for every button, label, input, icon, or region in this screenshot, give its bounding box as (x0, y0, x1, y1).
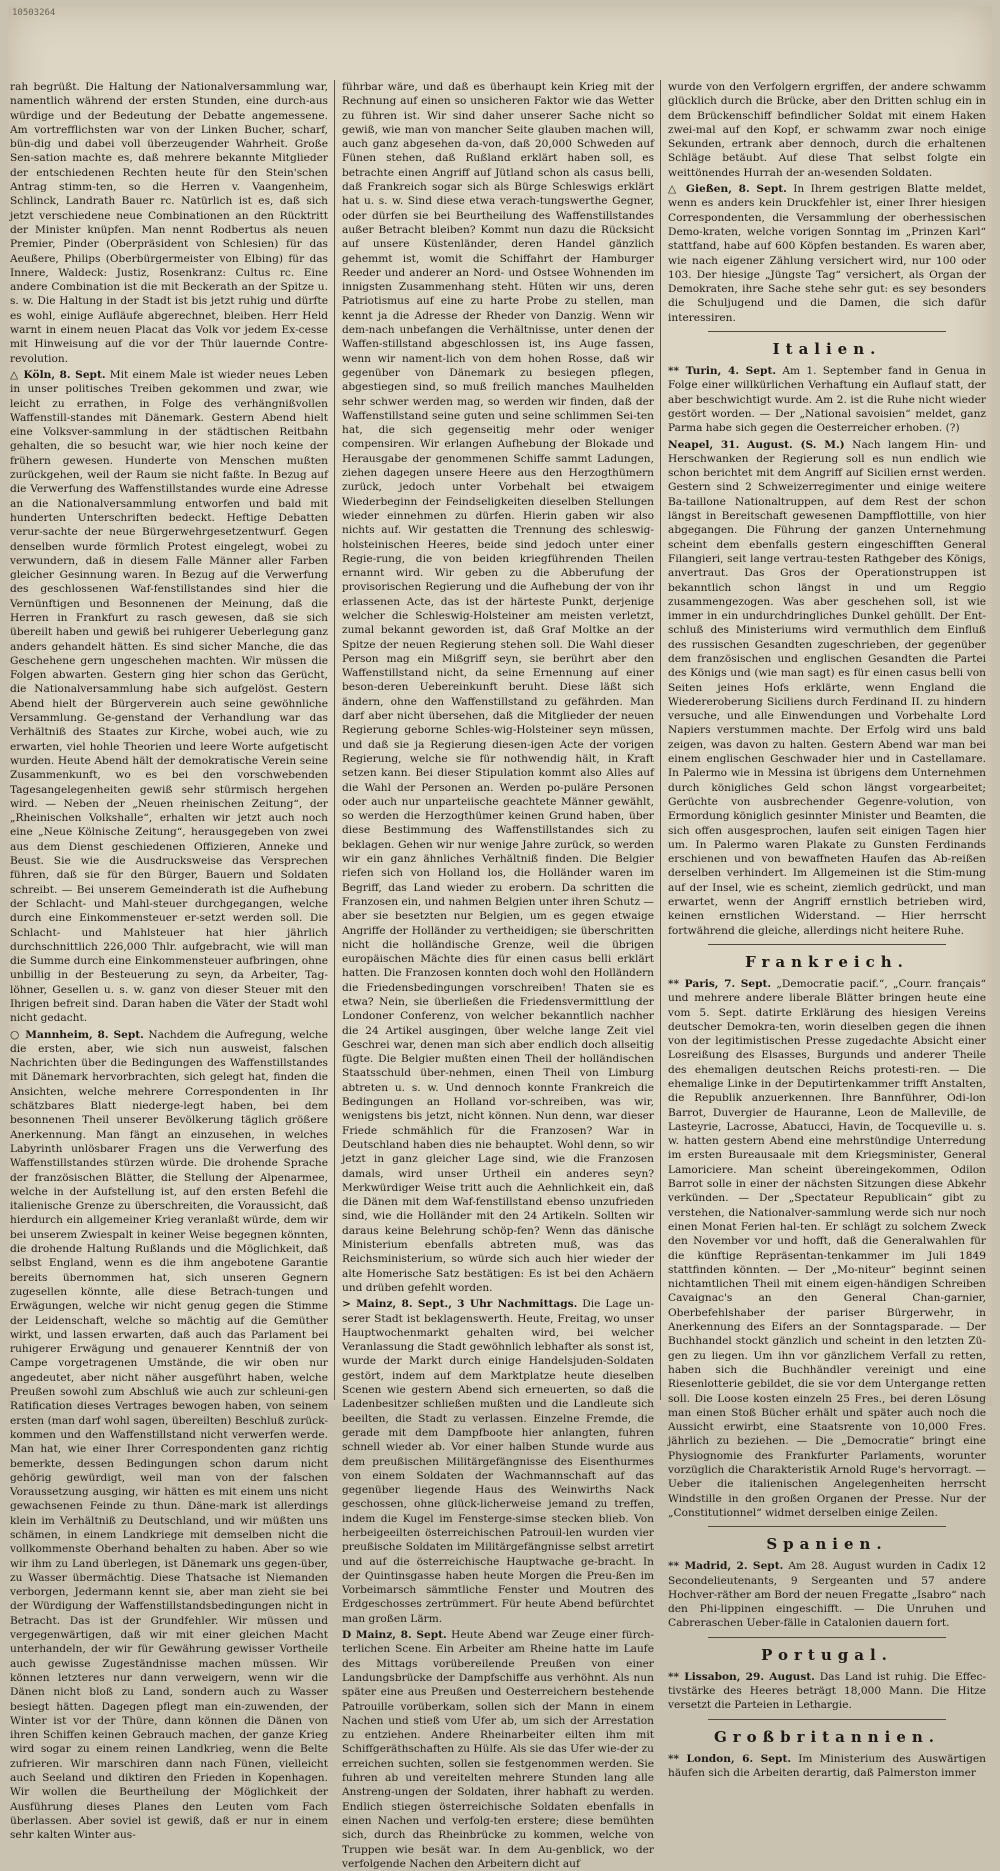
column-3 (668, 80, 986, 1779)
dateline: △ Köln, 8. Sept. (10, 368, 106, 381)
article-text: In Ihrem gestrigen Blatte meldet, wenn es anders kein Druckfehler ist, einer Ihrer hiesigen Correspondenten, die Versammlung der oberhessischen Demo-kraten, welche vorigen Sonntag im „Prinzen Karl“ stattfand, habe auf 600 Köpfen bestanden. Es waren aber, wie nach eigener Zählung versichert wird, nur 100 oder 103. Der hiesige „Jüngste Tag“ versichert, als Organ der Demokraten, ihre Sache stehe sehr gut: es sey besonders die Schuljugend und die Damen, die sich dafür interessiren. (668, 183, 986, 324)
article-paragraph (668, 438, 986, 938)
article-paragraph (668, 1559, 986, 1630)
section-heading: Italien. (772, 340, 882, 359)
dateline: > Mainz, 8. Sept., 3 Uhr Nachmittags. (342, 1298, 578, 1311)
column-rule (334, 80, 335, 1400)
dateline: ** Paris, 7. Sept. (668, 977, 772, 990)
article-text: Nachdem die Aufregung, welche die ersten, aber, wie sich nun ausweist, falschen Nachrichten über die Bedingungen des Waffenstillstandes mit Dänemark hervorbrachten, sich gelegt hat, finden die Ansichten, welche mehrere Correspondenten in Ihr schätzbares Blatt niederge-legt haben, bei dem besonnenen Theil unserer Bevölkerung täglich größere Anerkennung. Man fängt an einzusehen, in welches Labyrinth unlösbarer Fragen uns die Verwerfung des Waffenstillstandes stürzen würde. Die drohende Sprache der französischen Blätter, die Stellung der Alpenarmee, welche in der Aufstellung ist, auf den ersten Befehl die italienische Grenze zu überschreiten, die Voraussicht, daß hierdurch ein allgemeiner Krieg veranlaßt würde, dem wir bei unserem Zwiespalt in keiner Weise begegnen könnten, die drohende Haltung Rußlands und die Möglichkeit, daß selbst England, wenn es die ihm angebotene Garantie bereits übernommen hat, sich unseren Gegnern zugesellen könnte, alle diese Betrach-tungen und Erwägungen, welche wir nicht genug gegen die Stimme der Leidenschaft, welche so mächtig auf die Gemüther wirkt, und lassen erwarten, daß auch das Parlament bei ruhigerer Erwägung und genauerer Kenntniß der von Campe vorgetragenen Umstände, die wir oben nur angedeutet, aber nicht näher ausgeführt haben, welche Preußen sowohl zum Abschluß wie auch zur schleuni-gen Ratification dieses Vertrages bewogen haben, von seinem ersten (man darf wohl sagen, übereilten) Beschluß zurück-kommen und den Waffenstillstand nicht verwerfen werde. Man hat, wie einer Ihrer Correspondenten ganz richtig bemerkte, dessen Bedingungen schon darum nicht gehörig gewürdigt, weil man von der falschen Voraussetzung ausging, wir hätten es mit einem uns nicht gewachsenen Feinde zu thun. Däne-mark ist allerdings klein im Verhältniß zu Deutschland, und wir müßten uns schämen, in einem Landkriege mit demselben nicht die vollkommenste Oberhand behalten zu haben. Aber so wie wir ihm zu Land überlegen, ist Dänemark uns gegen-über, zu Wasser übermächtig. Diese Thatsache ist Niemanden verborgen, Jedermann kennt sie, aber man zieht sie bei der Würdigung der Waffenstillstandsbedingungen nicht in Betracht. Das ist der Grundfehler. Wir müssen und vergegenwärtigen, daß wir mit einer gleichen Macht unterhandeln, der wir für Gewährung gewisser Vortheile auch gewisse Zugeständnisse machen müssen. Wir können letzteres nur dann verweigern, wenn wir die Dänen nicht bloß zu Land, sondern auch zu Wasser besiegt hätten. Dagegen pflegt man ein-zuwenden, der Winter ist vor der Thüre, dann können die Dänen von ihren Schiffen keinen Gebrauch machen, der ganze Krieg wird sogar zu einem reinen Landkrieg, wenn die Belte zufrieren. Wir marschiren dann nach Fünen, vielleicht auch Seeland und diktiren den Frieden in Kopenhagen. Wir wollen die Beurtheilung der Möglichkeit der Ausführung dieses Planes den Leuten vom Fach überlassen. Aber soviel ist gewiß, daß er nur in einem sehr kalten Winter aus- (10, 1028, 328, 1842)
article-text: Die Lage un-serer Stadt ist beklagenswerth. Heute, Freitag, wo unser Hauptwochenmarkt gehalten wird, bei welcher Veranlassung die Stadt gewöhnlich lebhafter als sonst ist, wurde der Markt durch einige Handelsjuden-Soldaten gestört, indem auf dem Marktplatze heute dieselben Scenen wie gestern Abend sich erneuerten, so daß die Ladenbesitzer schließen mußten und die Landleute sich beeilten, die Stadt zu verlassen. Einzelne Fremde, die gerade mit dem Dampfboote hier anlangten, fuhren schnell wieder ab. Vor einer halben Stunde wurde aus dem preußischen Militärgefängnisse des Eisenthurmes von einem Soldaten der Wachmannschaft auf das gegenüber liegende Haus des Weinwirths Nack geschossen, ohne glück-licherweise jemand zu treffen, indem die Kugel im Fensterge-simse stecken blieb. Von herbeigeeilten österreichischen Patrouil-len wurden vier preußische Soldaten im Militärgefängnisse selbst arretirt und auf die österreichische Hauptwache ge-bracht. In der Quintinsgasse haben heute Morgen die Preu-ßen im Vorbeimarsch sämmtliche Fenster und Moutren des Erdgeschosses zertrümmert. Für heute Abend befürchtet man großen Lärm. (342, 1298, 654, 1625)
article-text: führbar wäre, und daß es überhaupt kein Krieg mit der Rechnung auf einen so unsicheren Faktor wie das Wetter zu führen ist. Wir sind daher unserer Sache nicht so gewiß, wie man von mancher Seite glauben machen will, auch ganz abgesehen da-von, daß 20,000 Schweden auf Fünen stehen, daß Rußland erklärt haben soll, es betrachte einen Angriff auf Jütland schon als casus belli, daß Frankreich sogar sich als Bürge Schleswigs erklärt hat u. s. w. Sind diese etwa verach-tungswerthe Gegner, oder dürfen sie bei Beurtheilung des Waffenstillstandes außer Betracht bleiben? Kommt nun dazu die Rücksicht auf unsere Küstenländer, deren Handel gänzlich gehemmt ist, womit die Schiffahrt der Hamburger Reeder und anderer an Nord- und Ostsee Wohnenden im innigsten Zusammenhang steht. Hüten wir uns, deren Patriotismus auf eine zu harte Probe zu stellen, man kennt ja die Adresse der Rheder von Danzig. Wenn wir dem-nach unbefangen die Verhältnisse, unter denen der Waffen-stillstand abgeschlossen ist, ins Auge fassen, wenn wir nament-lich von dem hohen Rosse, daß wir gegenüber von Dänemark zu besiegen pflegen, abgestiegen sind, so muß freilich manches Maulhelden sehr schwer werden mag, so werden wir finden, daß der Waffenstillstand seine guten und seine schlimmen Sei-ten hat, die sich gegenseitig mehr oder weniger compensiren. Wir erlangen Aufhebung der Blokade und Herausgabe der genommenen Schiffe sammt Ladungen, ziehen dagegen unsere Heere aus den Herzogthümern zurück, jedoch unter Vorbehalt bei etwaigem Wiederbeginn der Feindseligkeiten dieselben Stellungen wieder einnehmen zu dürfen. Hierin gaben wir also nichts auf. Wir gestatten die Trennung des schleswig-holsteinischen Heeres, beide sind jedoch unter einer Regie-rung, die von beiden kriegführenden Theilen ernannt wird. Wir geben zu die Abberufung der provisorischen Regierung und die Aufhebung der von ihr erlassenen Acte, das ist der härteste Punkt, derjenige welcher die Schleswig-Holsteiner am meisten verletzt, zumal bekannt geworden ist, daß Graf Moltke an der Spitze der neuen Regierung stehen soll. Die Wahl dieser Person mag ein Mißgriff seyn, sie berührt aber den Waffenstillstand nicht, da seine Ernennung auf einer beson-deren Uebereinkunft beruht. Diese läßt sich ändern, ohne den Waffenstillstand zu gefährden. Man darf aber nicht übersehen, daß die Mitglieder der neuen Regierung geborne Schles-wig-Holsteiner seyn müssen, und daß sie ja Regierung diesen-igen Acte der vorigen Regierung, welche sie für nothwendig hält, in Kraft setzen kann. Bei dieser Stipulation kommt also Alles auf die Wahl der Personen an. Werden po-puläre Personen oder auch nur unparteiische geachtete Männer gewählt, so werden die Herzogthümer keinen Grund haben, über diese Bestimmung des Waffenstillstandes sich zu beklagen. Gehen wir nur wenige Jahre zurück, so werden wir ein ganz ähnliches Verhältniß finden. Die Belgier riefen sich von Holland los, die Holländer waren im Begriff, das Land wieder zu erobern. Da schritten die Franzosen ein, und nahmen Belgien unter ihren Schutz — aber sie besetzten nur Belgien, um es gegen etwaige Angriffe der Holländer zu vertheidigen; sie überschritten nicht die holländische Grenze, weil die übrigen europäischen Mächte dies für einen casus belli erklärt hatten. Die Franzosen konnten doch wohl den Holländern die Friedensbedingungen vorschreiben! Thaten sie es etwa? Nein, sie überließen die Friedensvermittlung der Londoner Conferenz, von welcher bekanntlich nachher die 24 Artikel ausgingen, über welche lange Zeit viel Geschrei war, denen man sich aber endlich doch allseitig fügte. Die Belgier mußten einen Theil der holländischen Staatsschuld über-nehmen, einen Theil von Limburg abtreten u. s. w. Und dennoch konnte Frankreich die Bedingungen an Holland vor-schreiben, was wir, wenigstens bis jetzt, nicht können. Nun denn, war dieser Friede schmählich für die Franzosen? War in Deutschland haben dies nie behauptet. Wohl denn, so wir jetzt in ganz gleicher Lage sind, wie die Franzosen damals, wird unser Urtheil ein anderes seyn? Merkwürdiger Weise tritt auch die Aehnlichkeit ein, daß die Dänen mit dem Waf-fenstillstand ebenso unzufrieden sind, wie die Holländer mit den 24 Artikeln. Sollten wir daraus keine Belehrung schöp-fen? Wenn das dänische Ministerium ebenfalls abtreten muß, was das Reichsministerium, so würde sich auch hier wieder der alte Homerische Satz bestätigen: Es ist bei den Achäern und drüben gefehlt worden. (342, 81, 654, 1294)
section-heading: Frankreich. (745, 952, 909, 971)
article-text: Heute Abend war Zeuge einer fürch-terlichen Scene. Ein Arbeiter am Rheine hatte im Laufe des Mittags vorübereilende Preußen von einer Landungsbrücke der Dampfschiffe aus verhöhnt. Als nun später eine aus Preußen und Oesterreichern bestehende Patrouille vorüberkam, sollen sich der Mann in einem Nachen und stieß vom Ufer ab, um sich der Arrestation zu entziehen. Andere Rheinarbeiter eilten ihm mit Schiffgeräthschaften zu Hülfe. Als sie das Ufer wie-der zu erreichen suchten, sollen sie festgenommen werden. Sie fuhren ab und vereitelten mehrere Stunden lang alle Anstreng-ungen der Soldaten, ihrer habhaft zu werden. Endlich stiegen österreichische Soldaten ebenfalls in einen Nachen und verfolg-ten erstere; diese bemühten sich, durch das Rheinbrücke zu kommen, welche von Truppen wie besät war. In dem Au-genblick, wo der verfolgende Nachen den Arbeitern dicht auf (342, 1629, 654, 1870)
article-text: Am 28. August wurden in Cadix 12 Secondelieutenants, 9 Sergeanten und 57 andere Hochver-räther am Bord der neuen Fregatte „Isabro“ nach den Phi-lippinen eingeschifft. — Die Unruhen und Cabreraschen Ueber-fälle in Catalonien dauern fort. (668, 1560, 986, 1630)
section-rule (708, 1719, 946, 1720)
article-text: Das Land ist ruhig. Die Effec-tivstärke des Heeres beträgt 18,000 Mann. Die Hitze versetzt die Parteien in Lethargie. (668, 1670, 986, 1712)
article-text: rah begrüßt. Die Haltung der Nationalversammlung war, namentlich während der ersten Stunden, eine durch-aus würdige und der Bedeutung der Debatte angemessene. Am vortrefflichsten war von der Linken Bucher, scharf, bün-dig und dabei voll überzeugender Wahrheit. Große Sen-sation machte es, daß mehrere bekannte Mitglieder der entschiedenen Rechten heute für den Stein'schen Antrag stimm-ten, so die Herren v. Vaangenheim, Schlinck, Landrath Bauer rc. Natürlich ist es, daß sich jetzt verschiedene neue Combinationen an den Rücktritt der Minister knüpfen. Man nennt Rodbertus als neuen Premier, Pinder (Oberpräsident von Schlesien) für das Aeußere, Philips (Oberbürgermeister von Elbing) für das Innere, Waldeck: Justiz, Rosenkranz: Cultus rc. Eine andere Combination ist die mit Beckerath an der Spitze u. s. w. Die Haltung in der Stadt ist bis jetzt ruhig und dürfte es wohl, einige Aufläufe abgerechnet, bleiben. Herr Held warnt in einem neuen Placat das Volk vor jedem Ex-cesse mit Hinweisung auf die vor der Thür lauernde Contre-revolution. (10, 81, 328, 365)
article-text: wurde von den Verfolgern ergriffen, der andere schwamm glücklich durch die Brücke, aber den Dritten schlug ein in dem Brückenschiff befindlicher Soldat mit einem Haken zwei-mal auf den Kopf, er schwamm zwar noch einige Sekunden, ertrank aber dennoch, durch die erhaltenen Schläge betäubt. Auf diese That selbst folgte ein weittönendes Hurrah der an-wesenden Soldaten. (668, 81, 986, 179)
article-paragraph (668, 1670, 986, 1713)
article-paragraph (668, 977, 986, 1520)
article-paragraph (668, 1752, 986, 1781)
scan-id: 10503264 (12, 8, 56, 18)
column-2 (342, 80, 654, 1870)
column-1 (10, 80, 328, 1842)
article-paragraph (668, 182, 986, 325)
dateline: ** London, 6. Sept. (668, 1752, 792, 1765)
article-paragraph (10, 368, 328, 1026)
section-rule (708, 1637, 946, 1638)
section-rule (708, 331, 946, 332)
article-text: „Democratie pacif.“, „Courr. français“ und mehrere andere liberale Blätter bringen heute eine vom 5. Sept. datirte Erklärung des hiesigen Vereins deutscher Demokra-ten, worin dieselben gegen die ihnen von der legitimistischen Presse zugedachte Absicht einer Losreißung des Elsasses, Burgunds und anderer Theile des ehemaligen deutschen Reichs protesti-ren. — Die ehemalige Linke in der Deputirtenkammer trifft Anstalten, die Republik anzuerkennen. Ihre Bannführer, Odi-lon Barrot, Duvergier de Hauranne, Leon de Malleville, de Lasteyrie, Lacrosse, Abatucci, Havin, de Tocqueville u. s. w. hatten gestern Abend eine mehrstündige Unterredung im ersten Bureausaale mit dem Kriegsminister, General Lamoriciere. Man scheint übereingekommen, Odilon Barrot solle in einer der nächsten Sitzungen diese Abkehr verkünden. — Der „Spectateur Republicain“ gibt zu verstehen, die Nationalver-sammlung werde sich nur noch einen Monat Ferien hal-ten. Er schlägt zu solchem Zweck den November vor und hofft, daß die Generalwahlen für die künftige Repräsentan-tenkammer im Juli 1849 stattfinden könnten. — Der „Mo-niteur“ beginnt seinen nichtamtlichen Theil mit einem eigen-händigen Schreiben Cavaignac's an den General Chan-garnier, Oberbefehlshaber der pariser Bürgerwehr, in Anerkennung des Eifers an der Sonntagsparade. — Der Buchhandel stockt gänzlich und scheint in den letzten Zü-gen zu liegen. Um ihn vor gänzlichem Verfall zu retten, haben sich die Buchhändler vereinigt und eine Riesenlotterie gebildet, die sie vor dem Untergange retten soll. Die Loose kosten einzeln 25 Fres., bei deren Lösung man einen Stoß Bücher erhält und später auch noch die Aussicht erwirbt, eine Staatsrente von 10,000 Fres. jährlich zu beziehen. — Die „Democratie“ bringt eine Physiognomie des Frankfurter Parlaments, worunter vorzüglich die Charakteristik Arnold Ruge's hervorragt. — Ueber die italienischen Angelegenheiten herrscht Windstille in den großen Organen der Presse. Nur der „Constitutionnel“ widmet derselben einige Zeilen. (668, 977, 986, 1519)
section-heading: Spanien. (766, 1535, 888, 1554)
article-paragraph (342, 80, 654, 1295)
dateline: D Mainz, 8. Sept. (342, 1629, 447, 1642)
section-rule (708, 1526, 946, 1527)
article-paragraph (10, 1028, 328, 1843)
dateline: ○ Mannheim, 8. Sept. (10, 1028, 144, 1041)
section-heading: Portugal. (761, 1645, 893, 1664)
dateline: Neapel, 31. August. (S. M.) (668, 438, 845, 451)
dateline: △ Gießen, 8. Sept. (668, 183, 787, 196)
section-heading: Großbritannien. (713, 1727, 941, 1746)
article-text: Nach langem Hin- und Herschwanken der Regierung soll es nun endlich wie schon berichtet mit dem Angriff auf Sicilien ernst werden. Gestern sind 2 Schweizerregimenter und einige weitere Ba-taillone Nationaltruppen, auf dem Rest der schon längst in Bereitschaft gewesenen Dampfflottille, von hier abgegangen. Die Führung der ganzen Unternehmung scheint dem ebenfalls gestern eingeschifften General Filangieri, seit lange vertrau-testen Rathgeber des Königs, anvertraut. Das Gros der Operationstruppen ist bekanntlich schon längst in und um Reggio zusammengezogen. Was aber geschehen soll, ist wie immer in ein undurchdringliches Dunkel gehüllt. Der Ent-schluß des Ministeriums wird vermuthlich dem Einfluß des russischen Gesandten zugeschrieben, der gegenüber dem französischen und englischen Gesandten die Partei des Königs und (wie man sagt) es für einen casus belli von Seiten jeines Hofs erklärte, wenn England die Wiedereroberung Siciliens durch Ferdinand II. zu hindern versuche, und alle Einwendungen und Vorbehalte Lord Napiers verstummen machte. Der Erfolg wird uns bald zeigen, was davon zu halten. Gestern Abend war man bei einem englischen Geschwader hier und in Castellamare. In Palermo wie in Messina ist übrigens dem Unternehmen durch königliches Geld schon längst vorgearbeitet; Gerüchte von ausbrechender Gegenre-volution, von Ermordung königlich gesinnter Minister und Beamten, die sich offen ausgesprochen, laufen seit einigen Tagen hier um. In Palermo waren Plakate zu Gunsten Ferdinands erschienen und von bewaffneten Haufen das Ab-reißen derselben verhindert. Im Allgemeinen ist die Stim-mung auf der Insel, wie es scheint, ziemlich gedrückt, und man erwartet, wenn der Angriff ernstlich betrieben wird, keinen ernstlichen Widerstand. — Hier herrscht fortwährend die gleiche, allerdings nicht heitere Ruhe. (668, 438, 986, 937)
article-paragraph (668, 80, 986, 180)
dateline: ** Turin, 4. Sept. (668, 365, 777, 378)
article-paragraph (668, 364, 986, 435)
column-rule (660, 80, 661, 1400)
faint-masthead-bleed (668, 18, 988, 58)
article-paragraph (10, 80, 328, 366)
article-text: Mit einem Male ist wieder neues Leben in unser politisches Treiben gekommen und zwar, wie leicht zu errathen, in Folge des verhängnißvollen Waffenstill-standes mit Dänemark. Gestern Abend hielt eine Volksver-sammlung in der städtischen Reitbahn gehalten, die so besucht war, wie hier noch keine der frühern gewesen. Hunderte von Menschen mußten zurückgehen, weil der Raum sie nicht faßte. In Bezug auf die Verwerfung des Waffenstillstandes wurde eine Adresse an die Nationalversammlung entworfen und bald mit hunderten Unterschriften bedeckt. Heftige Debatten verur-sachte der neue Bürgerwehrgesetzentwurf. Gegen denselben wurde förmlich Protest eingelegt, wobei zu verwundern, daß in diesem Falle Männer aller Farben gleicher Gesinnung waren. In Bezug auf die Verwerfung des geschlossenen Waf-fenstillstandes sind hier die Vernünftigen und Besonnenen der Meinung, daß die Herren in Frankfurt zu rasch gewesen, daß sie sich übereilt haben und gewiß bei ruhigerer Ueberlegung ganz anders gehandelt hätten. Es sind sicher Manche, die das Geschehene gern ungeschehen machten. Wir müssen die Folgen abwarten. Gestern ging hier schon das Gerücht, die Nationalversammlung habe sich aufgelöst. Gestern Abend hielt der Bürgerverein auch seine gewöhnliche Versammlung. Ge-genstand der Verhandlung war das Verhältniß des Staates zur Kirche, wobei auch, wie zu erwarten, viel hohle Theorien und leere Worte aufgetischt wurden. Heute Abend hält der demokratische Verein seine Zusammenkunft, wo es bei den vorschwebenden Tagesangelegenheiten gewiß sehr stürmisch hergehen wird. — Neben der „Neuen rheinischen Zeitung“, der „Rheinischen Volkshalle“, erhalten wir jetzt auch noch eine „Neue Kölnische Zeitung“, herausgegeben von zwei aus dem Dienst geschiedenen Offizieren, Anneke und Beust. Sie wie die Ausdrucksweise das Versprechen führen, daß sie für den Bürger, Bauern und Soldaten schreibt. — Bei unserem Gemeinderath ist die Aufhebung der Schlacht- und Mahl-steuer durchgegangen, welche durch eine Einkommensteuer er-setzt werden soll. Die Schlacht- und Mahlsteuer hat hier jährlich durchschnittlich 226,000 Thlr. aufgebracht, wie will man die Summe durch eine Einkommensteuer aufbringen, ohne unbillig in der Besteuerung zu seyn, da Arbeiter, Tag-löhner, Gesellen u. s. w. ganz von dieser Steuer mit den Ihrigen befreit sind. Daran haben die Väter der Stadt wohl nicht gedacht. (10, 368, 328, 1025)
article-text: Am 1. September fand in Genua in Folge einer willkürlichen Verhaftung ein Auflauf statt, der aber beschwichtigt wurde. Am 2. ist die Ruhe nicht wieder gestört worden. — Der „National savoisien“ meldet, ganz Parma habe sich gegen die Oesterreicher erhoben. (?) (668, 365, 986, 435)
article-paragraph (342, 1628, 654, 1871)
newspaper-page (8, 6, 992, 1870)
article-paragraph (342, 1297, 654, 1626)
dateline: ** Madrid, 2. Sept. (668, 1560, 784, 1573)
article-text: Im Ministerium des Auswärtigen häufen sich die Arbeiten derartig, daß Palmerston immer (668, 1752, 986, 1779)
dateline: ** Lissabon, 29. August. (668, 1670, 815, 1683)
section-rule (708, 944, 946, 945)
